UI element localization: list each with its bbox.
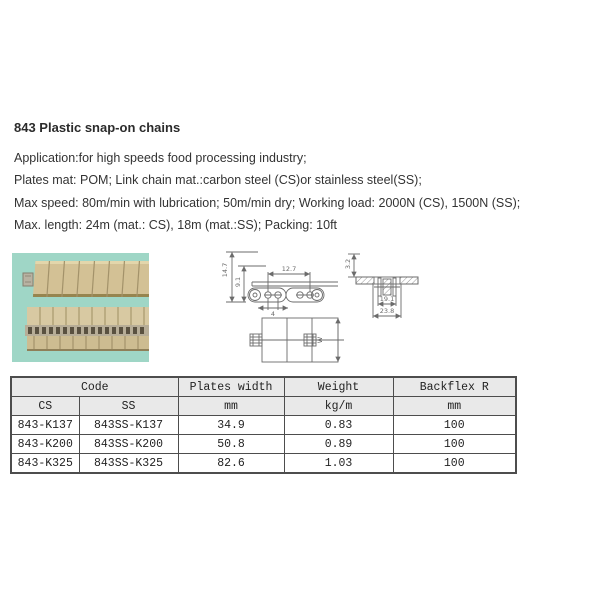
spec-line-length-packing: Max. length: 24m (mat.: CS), 18m (mat.:SS); Packing: 10ft bbox=[14, 217, 338, 232]
cell-ss-code: 843SS-K137 bbox=[79, 416, 178, 435]
subheader-ss: SS bbox=[79, 397, 178, 416]
dim-23-8: 23.8 bbox=[379, 307, 395, 315]
dim-9-1: 9.1 bbox=[234, 276, 242, 288]
cell-backflex: 100 bbox=[393, 435, 516, 454]
cell-ss-code: 843SS-K200 bbox=[79, 435, 178, 454]
dim-14-7: 14.7 bbox=[221, 262, 229, 278]
table-row bbox=[11, 416, 516, 435]
table-row bbox=[11, 435, 516, 454]
table-subheader-row bbox=[11, 397, 516, 416]
cell-plates-width: 34.9 bbox=[178, 416, 284, 435]
spec-line-speed-load: Max speed: 80m/min with lubrication; 50m/min dry; Working load: 2000N (CS), 1500N (SS); bbox=[14, 195, 521, 210]
cell-weight: 0.89 bbox=[284, 435, 393, 454]
cell-backflex: 100 bbox=[393, 454, 516, 474]
col-header-code: Code bbox=[11, 377, 178, 397]
chains-photo-art bbox=[12, 253, 149, 362]
dim-12-7: 12.7 bbox=[281, 265, 297, 273]
spec-line-materials: Plates mat: POM; Link chain mat.:carbon steel (CS)or stainless steel(SS); bbox=[14, 173, 422, 188]
spec-line-application: Application:for high speeds food processing industry; bbox=[14, 151, 307, 165]
dim-4: 4 bbox=[270, 310, 276, 318]
cell-weight: 1.03 bbox=[284, 454, 393, 474]
table-row bbox=[11, 454, 516, 474]
cell-backflex: 100 bbox=[393, 416, 516, 435]
dimension-drawings bbox=[210, 242, 430, 378]
spec-table bbox=[10, 376, 517, 474]
table-header-row bbox=[11, 377, 516, 397]
dim-width-w: W bbox=[316, 336, 324, 344]
col-header-plates-width: Plates width bbox=[178, 377, 284, 397]
page-title: 843 Plastic snap-on chains bbox=[14, 120, 181, 135]
cell-plates-width: 82.6 bbox=[178, 454, 284, 474]
side-view-drawing bbox=[226, 252, 338, 310]
subheader-kg-m: kg/m bbox=[284, 397, 393, 416]
cell-ss-code: 843SS-K325 bbox=[79, 454, 178, 474]
top-view-drawing bbox=[250, 318, 344, 362]
subheader-cs: CS bbox=[11, 397, 79, 416]
subheader-mm-width: mm bbox=[178, 397, 284, 416]
col-header-backflex: Backflex R bbox=[393, 377, 516, 397]
col-header-weight: Weight bbox=[284, 377, 393, 397]
dim-3-2: 3.2 bbox=[344, 258, 352, 270]
cell-plates-width: 50.8 bbox=[178, 435, 284, 454]
subheader-mm-backflex: mm bbox=[393, 397, 516, 416]
spec-text-block bbox=[14, 147, 574, 236]
dim-19-1: 19.1 bbox=[379, 295, 395, 303]
cell-cs-code: 843-K325 bbox=[11, 454, 79, 474]
product-photo bbox=[12, 253, 149, 362]
cell-cs-code: 843-K200 bbox=[11, 435, 79, 454]
technical-drawings bbox=[210, 242, 430, 378]
cell-weight: 0.83 bbox=[284, 416, 393, 435]
cell-cs-code: 843-K137 bbox=[11, 416, 79, 435]
